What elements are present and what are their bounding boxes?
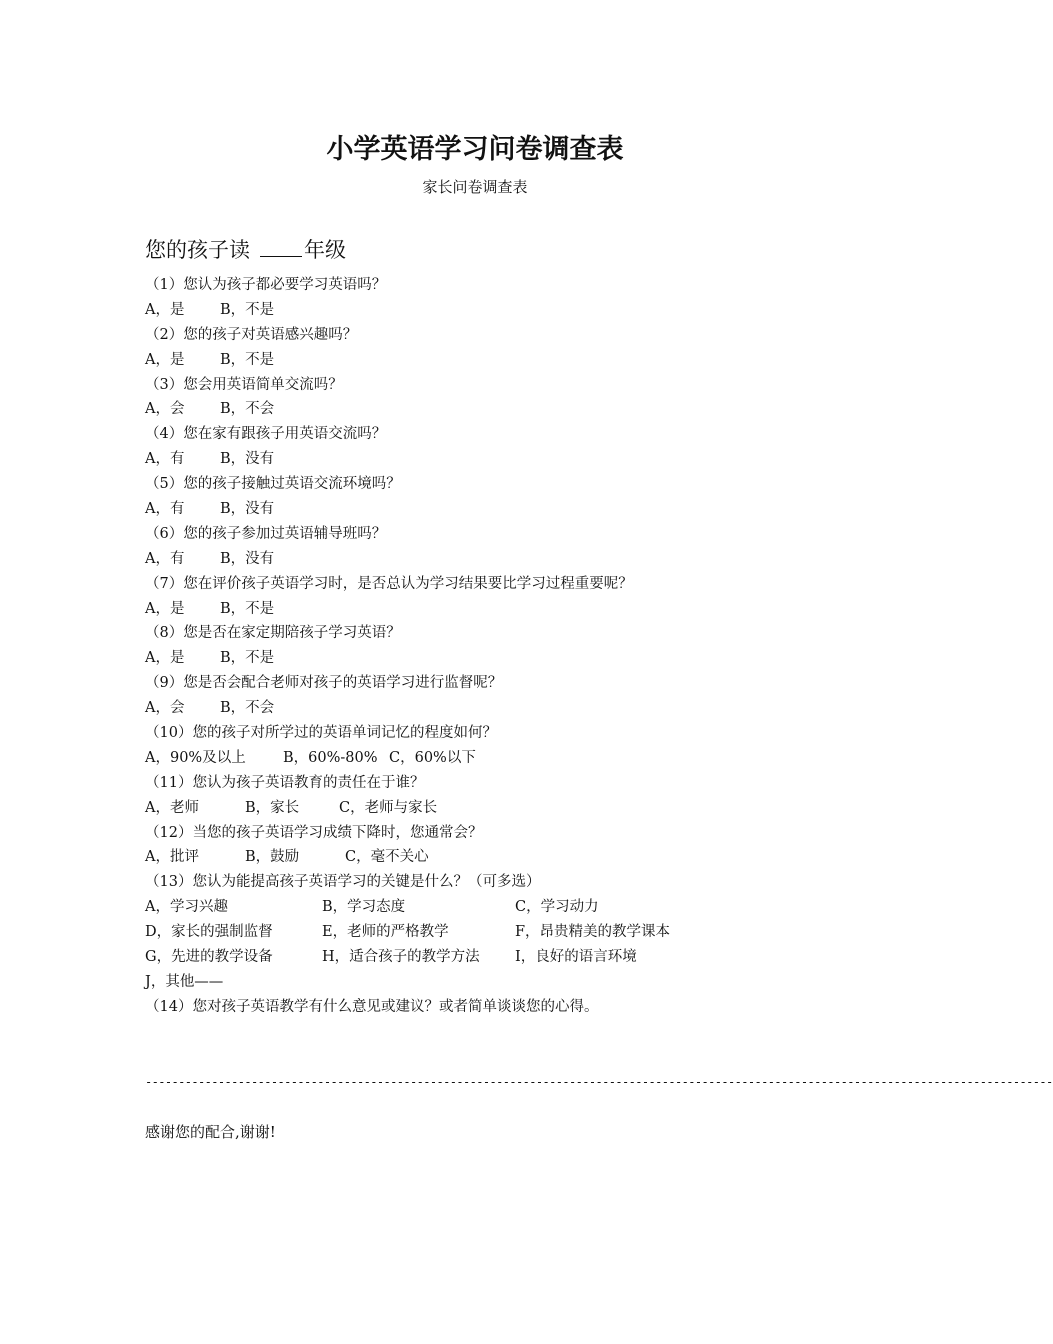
option-a[interactable]: A，有 <box>145 501 185 518</box>
option-g[interactable]: G，先进的教学设备 <box>145 949 273 966</box>
question-list <box>145 273 785 1020</box>
option-row <box>145 796 785 821</box>
option-b[interactable]: B，家长 <box>245 799 300 816</box>
option-i[interactable]: I，良好的语言环境 <box>515 949 637 966</box>
option-row <box>145 348 785 373</box>
page-title: 小学英语学习问卷调查表 <box>326 134 624 165</box>
question-text: （5）您的孩子接触过英语交流环境吗？ <box>145 476 401 493</box>
option-f[interactable]: F，昂贵精美的教学课本 <box>515 924 671 941</box>
option-c[interactable]: C，60%以下 <box>389 749 476 766</box>
option-a[interactable]: A，有 <box>145 550 185 567</box>
question-text: （1）您认为孩子都必要学习英语吗？ <box>145 277 387 293</box>
option-d[interactable]: D，家长的强制监督 <box>145 924 273 941</box>
option-a[interactable]: A，是 <box>145 351 185 368</box>
option-b[interactable]: B，没有 <box>220 451 275 468</box>
question-text: （7）您在评价孩子英语学习时，是否总认为学习结果要比学习过程重要呢？ <box>145 575 633 592</box>
thanks-text: 感谢您的配合,谢谢! <box>145 1123 276 1141</box>
question-text: （3）您会用英语简单交流吗？ <box>145 376 343 393</box>
option-a[interactable]: A，会 <box>145 401 185 418</box>
option-b[interactable]: B，不会 <box>220 401 275 418</box>
option-b[interactable]: B，不是 <box>220 650 275 667</box>
question-text: （8）您是否在家定期陪孩子学习英语？ <box>145 625 401 642</box>
grade-suffix: 年级 <box>304 238 346 262</box>
option-j[interactable]: J，其他—— <box>145 973 224 990</box>
option-a[interactable]: A，老师 <box>145 799 199 816</box>
option-c[interactable]: C，毫不关心 <box>345 849 429 866</box>
question-text: （12）当您的孩子英语学习成绩下降时，您通常会？ <box>145 824 483 841</box>
option-a[interactable]: A，90%及以上 <box>145 749 246 766</box>
option-row <box>145 845 785 870</box>
question-text: （2）您的孩子对英语感兴趣吗？ <box>145 326 358 343</box>
option-row <box>145 298 785 323</box>
option-b[interactable]: B，不是 <box>220 600 275 617</box>
option-row <box>145 945 785 970</box>
option-b[interactable]: B，学习态度 <box>322 899 406 916</box>
question-text: （14）您对孩子英语教学有什么意见或建议？或者简单谈谈您的心得。 <box>145 998 599 1015</box>
option-c[interactable]: C，老师与家长 <box>339 799 438 816</box>
question-text: （4）您在家有跟孩子用英语交流吗？ <box>145 426 387 443</box>
option-row <box>145 696 785 721</box>
option-row <box>145 920 785 945</box>
option-b[interactable]: B，鼓励 <box>245 849 300 866</box>
grade-line <box>145 234 346 266</box>
option-row <box>145 970 785 995</box>
option-row <box>145 746 785 771</box>
option-a[interactable]: A，是 <box>145 301 185 318</box>
page-subtitle: 家长问卷调查表 <box>422 178 528 196</box>
option-b[interactable]: B，60%-80% <box>283 749 378 766</box>
question-text: （6）您的孩子参加过英语辅导班吗？ <box>145 525 387 542</box>
option-a[interactable]: A，学习兴趣 <box>145 899 228 916</box>
option-a[interactable]: A，有 <box>145 451 185 468</box>
divider-line: ----------------------------------------------------------------------------------------------------------------------------------------- <box>145 1075 1053 1089</box>
option-c[interactable]: C，学习动力 <box>515 899 599 916</box>
option-row <box>145 547 785 572</box>
question-text: （10）您的孩子对所学过的英语单词记忆的程度如何？ <box>145 725 497 742</box>
option-b[interactable]: B，没有 <box>220 501 275 518</box>
grade-blank <box>260 236 302 257</box>
option-row <box>145 397 785 422</box>
option-row <box>145 895 785 920</box>
question-text: （11）您认为孩子英语教育的责任在于谁？ <box>145 774 425 791</box>
option-b[interactable]: B，不会 <box>220 700 275 717</box>
option-b[interactable]: B，没有 <box>220 550 275 567</box>
option-a[interactable]: A，会 <box>145 700 185 717</box>
question-text: （9）您是否会配合老师对孩子的英语学习进行监督呢？ <box>145 675 503 692</box>
option-row <box>145 447 785 472</box>
option-e[interactable]: E，老师的严格教学 <box>322 924 449 941</box>
option-h[interactable]: H，适合孩子的教学方法 <box>322 949 480 966</box>
option-row <box>145 497 785 522</box>
option-row <box>145 646 785 671</box>
option-b[interactable]: B，不是 <box>220 351 275 368</box>
option-row <box>145 597 785 622</box>
option-a[interactable]: A，是 <box>145 600 185 617</box>
grade-prefix: 您的孩子读 <box>145 238 250 262</box>
option-a[interactable]: A，是 <box>145 650 185 667</box>
question-text: （13）您认为能提高孩子英语学习的关键是什么？（可多选） <box>145 874 541 891</box>
option-b[interactable]: B，不是 <box>220 301 275 318</box>
option-a[interactable]: A，批评 <box>145 849 199 866</box>
